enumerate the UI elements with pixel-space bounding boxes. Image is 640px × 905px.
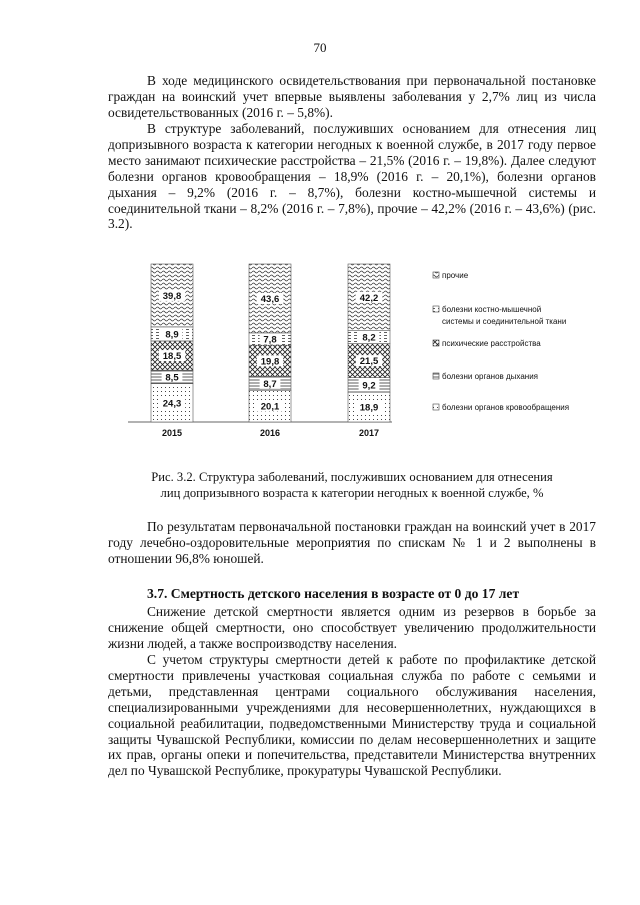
data-label: 18,5 [162,351,182,363]
legend-label: болезни костно-мышечной [442,305,542,314]
legend-label: прочие [442,271,469,280]
data-label: 8,7 [263,378,277,390]
data-label: 43,6 [260,293,280,305]
legend-swatch [433,340,439,346]
legend-swatch [433,373,439,379]
data-label: 8,2 [362,332,376,344]
paragraph-3: По результатам первоначальной постановки граждан на воинский учет в 2017 году лечебно-оздоровительные мероприятия по спискам № 1 и 2 выполнены в отношении 96,8% юношей. [108,519,596,566]
legend-swatch [433,272,439,278]
data-label: 39,8 [162,290,182,302]
chart-legend [433,271,569,412]
caption-line-2: лиц допризывного возраста к категории негодных к военной службе, % [160,485,544,500]
page-number: 70 [313,40,327,55]
legend-swatch [433,404,439,410]
legend-swatch [433,306,439,312]
legend-label-line2: системы и соединительной ткани [442,317,567,326]
x-tick-labels [162,428,379,438]
section-heading: 3.7. Смертность детского населения в возрасте от 0 до 17 лет [147,586,520,601]
data-label: 20,1 [260,401,280,413]
data-label: 9,2 [362,380,376,392]
legend-label: болезни органов кровообращения [442,403,570,412]
data-label: 8,5 [165,372,179,384]
x-tick-label-2016: 2016 [259,428,281,438]
x-tick-label-2017: 2017 [358,428,380,438]
data-label: 8,9 [165,329,179,341]
legend-label: психические расстройства [442,339,541,348]
paragraph-2: В структуре заболеваний, послуживших основанием для отнесения лиц допризывного возраста к категории негодных к военной службе, в 2017 году первое место занимают психические расстройства – 21,5% (2016 г. – 19,8%). Далее следуют болезни органов кровообращения – 18,9% (2016 г. – 20,1%), болезни органов дыхания – 9,2% (2016 г. – 8,7%), болезни костно-мышечной системы и соединительной ткани – 8,2% (2016 г. – 7,8%), прочие – 42,2% (2016 г. – 43,6%) (рис. 3.2). [108,121,596,232]
legend-label: болезни органов дыхания [442,372,538,381]
data-label: 19,8 [260,356,280,368]
x-tick-label-2015: 2015 [161,428,183,438]
data-label: 42,2 [359,292,379,304]
data-label: 24,3 [162,398,182,410]
data-label: 18,9 [359,402,379,414]
caption-line-1: Рис. 3.2. Структура заболеваний, послуживших основанием для отнесения [151,470,553,484]
figure-caption [108,470,596,502]
data-label: 7,8 [263,334,277,346]
disease-structure-chart [120,262,620,442]
paragraph-5: С учетом структуры смертности детей к работе по профилактике детской смертности привлечены участковая социальная служба по работе с семьями и детьми, представленная центрами социального обслуживания населения, специализированными учреждениями для несовершеннолетних, нуждающихся в социальной реабилитации, подведомственными Министерству труда и социальной защиты Чувашской Республики, комиссии по делам несовершеннолетних и защите их прав, органы опеки и попечительства, представители Министерства внутренних дел по Чувашской Республике, прокуратуры Чувашской Республики. [108,652,596,779]
paragraph-4: Снижение детской смертности является одним из резервов в борьбе за снижение общей смертности, оно способствует увеличению продолжительности жизни людей, а также воспроизводству населения. [108,604,596,651]
data-label: 21,5 [359,356,379,368]
paragraph-1: В ходе медицинского освидетельствования при первоначальной постановке граждан на воинский учет впервые выявлены заболевания у 2,7% лиц из числа освидетельствованных (2016 г. – 5,8%). [108,73,596,120]
